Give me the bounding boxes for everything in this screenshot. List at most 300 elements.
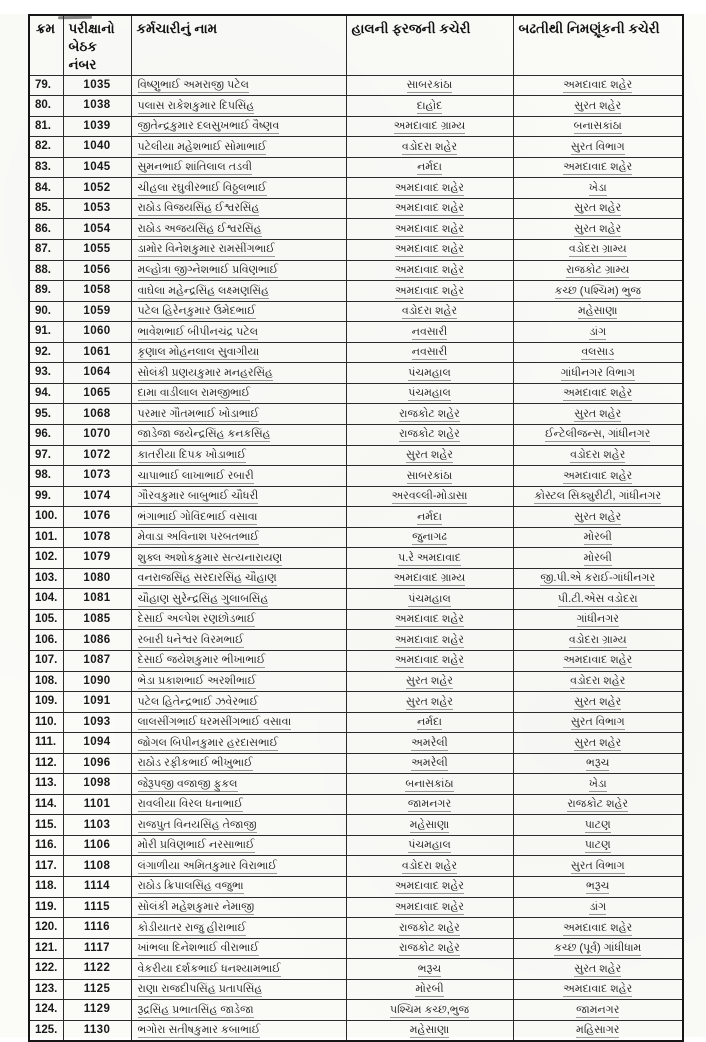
serial-cell-text: 91. bbox=[35, 325, 51, 338]
seat-number-cell-text: 1073 bbox=[83, 469, 111, 482]
current-office-cell bbox=[346, 301, 513, 322]
current-office-cell-text: પશ્ચિમ કચ્છ,ભુજ bbox=[389, 1003, 470, 1016]
table-row bbox=[29, 322, 683, 343]
current-office-cell bbox=[346, 753, 513, 774]
table-row bbox=[29, 342, 683, 363]
seat-number-cell bbox=[63, 219, 131, 240]
serial-cell-text: 90. bbox=[35, 304, 51, 317]
seat-number-cell-text: 1085 bbox=[83, 613, 111, 626]
serial-cell bbox=[29, 548, 63, 569]
serial-cell bbox=[29, 712, 63, 733]
promotion-office-cell-text: કચ્છ (પૂર્વ) ગાંધીધામ bbox=[554, 942, 642, 955]
seat-number-cell bbox=[63, 116, 131, 137]
seat-number-cell-text: 1087 bbox=[83, 654, 111, 667]
current-office-cell-text: નર્મદા bbox=[417, 161, 442, 174]
promotion-office-cell-text: રાજકોટ શહેર bbox=[567, 798, 629, 811]
promotion-office-cell-text: કોસ્ટલ સિક્યુરીટી, ગાંધીનગર bbox=[534, 490, 662, 503]
current-office-cell-text: અરવલ્લી-મોડાસા bbox=[391, 490, 468, 503]
current-office-cell bbox=[346, 363, 513, 384]
promotion-office-cell-text: ભરૂચ bbox=[586, 880, 610, 893]
employee-name-cell bbox=[131, 671, 346, 692]
serial-cell bbox=[29, 301, 63, 322]
promotion-office-cell bbox=[513, 260, 683, 281]
table-row bbox=[29, 178, 683, 199]
employee-name-cell bbox=[131, 959, 346, 980]
table-row bbox=[29, 137, 683, 158]
current-office-cell-text: અમરેલી bbox=[411, 757, 448, 770]
seat-number-cell bbox=[63, 589, 131, 610]
serial-cell bbox=[29, 198, 63, 219]
seat-number-cell-text: 1059 bbox=[83, 304, 111, 317]
current-office-cell-text: રાજકોટ શહેર bbox=[399, 921, 460, 934]
serial-cell-text: 82. bbox=[35, 140, 51, 153]
current-office-cell bbox=[346, 486, 513, 507]
employee-name-cell-text: સુમનભાઈ શાંતિલાલ તડવી bbox=[137, 161, 253, 174]
promotion-office-cell bbox=[513, 96, 683, 117]
table-row bbox=[29, 260, 683, 281]
table-row bbox=[29, 96, 683, 117]
promotion-office-cell-text: જી.પી.એ કરાઈ-ગાંધીનગર bbox=[540, 572, 656, 585]
current-office-cell bbox=[346, 568, 513, 589]
serial-cell-text: 118. bbox=[35, 880, 57, 893]
employee-name-cell-text: ચીહલા રઘુવીરભાઈ વિઠ્ઠલભાઈ bbox=[137, 181, 267, 194]
promotion-office-cell bbox=[513, 774, 683, 795]
seat-number-cell bbox=[63, 486, 131, 507]
promotion-posting-table bbox=[28, 14, 684, 1042]
serial-cell bbox=[29, 938, 63, 959]
serial-cell bbox=[29, 342, 63, 363]
seat-number-cell-text: 1039 bbox=[83, 119, 111, 132]
serial-cell bbox=[29, 96, 63, 117]
serial-cell bbox=[29, 630, 63, 651]
promotion-office-cell bbox=[513, 486, 683, 507]
table-row bbox=[29, 835, 683, 856]
current-office-cell bbox=[346, 548, 513, 569]
serial-cell-text: 124. bbox=[35, 1003, 58, 1016]
table-row bbox=[29, 712, 683, 733]
seat-number-cell-text: 1098 bbox=[83, 777, 111, 790]
serial-cell-text: 107. bbox=[35, 654, 58, 667]
serial-cell bbox=[29, 959, 63, 980]
employee-name-cell bbox=[131, 1000, 346, 1021]
employee-name-cell-text: સોલંકી પ્રણયકુમાર મનહરસિંહ bbox=[137, 366, 273, 379]
employee-name-cell bbox=[131, 240, 346, 261]
employee-name-cell-text: જાડેજા જયેન્દ્રસિંહ કનકસિંહ bbox=[137, 428, 271, 441]
current-office-cell-text: પંચમહાલ bbox=[408, 839, 451, 852]
employee-name-cell bbox=[131, 424, 346, 445]
seat-number-cell bbox=[63, 1020, 131, 1041]
promotion-office-cell-text: સુરત શહેર bbox=[574, 695, 622, 708]
seat-number-cell bbox=[63, 466, 131, 487]
seat-number-cell bbox=[63, 96, 131, 117]
employee-name-cell bbox=[131, 486, 346, 507]
current-office-cell-text: વડોદરા શહેર bbox=[401, 305, 458, 318]
serial-cell bbox=[29, 733, 63, 754]
promotion-office-cell bbox=[513, 198, 683, 219]
current-office-cell-text: દાહોદ bbox=[416, 99, 443, 112]
seat-number-cell bbox=[63, 774, 131, 795]
employee-name-cell bbox=[131, 856, 346, 877]
current-office-cell-text: સાબરકાંઠા bbox=[406, 469, 453, 482]
current-office-cell bbox=[346, 404, 513, 425]
promotion-office-cell-text: સુરત શહેર bbox=[574, 222, 622, 235]
seat-number-cell bbox=[63, 424, 131, 445]
seat-number-cell-text: 1055 bbox=[83, 243, 111, 256]
serial-cell bbox=[29, 589, 63, 610]
employee-name-cell-text: પટેલીયા મહેશભાઈ સોમાભાઈ bbox=[137, 140, 267, 153]
seat-number-cell-text: 1061 bbox=[83, 345, 111, 358]
employee-name-cell bbox=[131, 281, 346, 302]
employee-name-cell-text: વનરાજસિંહ સરદારસિંહ ચૌહાણ bbox=[137, 572, 277, 585]
seat-number-cell-text: 1093 bbox=[83, 715, 111, 728]
promotion-office-cell bbox=[513, 897, 683, 918]
seat-number-cell bbox=[63, 856, 131, 877]
seat-number-cell bbox=[63, 876, 131, 897]
table-row bbox=[29, 897, 683, 918]
promotion-office-cell-text: અમદાવાદ શહેર bbox=[563, 387, 633, 400]
serial-cell bbox=[29, 281, 63, 302]
seat-number-cell bbox=[63, 75, 131, 96]
serial-cell bbox=[29, 219, 63, 240]
seat-number-cell-text: 1090 bbox=[83, 674, 111, 687]
employee-name-cell-text: લાલસીંગભાઈ ધરમસીંગભાઈ વસાવા bbox=[137, 716, 292, 729]
employee-name-cell bbox=[131, 918, 346, 939]
current-office-cell-text: બનાસકાંઠા bbox=[405, 777, 454, 790]
employee-name-cell-text: ગૌરવકુમાર બાબુભાઈ ચૌધરી bbox=[137, 490, 259, 503]
employee-name-cell bbox=[131, 897, 346, 918]
table-row bbox=[29, 548, 683, 569]
current-office-cell bbox=[346, 424, 513, 445]
seat-number-cell-text: 1125 bbox=[83, 982, 111, 995]
employee-name-cell-text: ચૌહાણ સુરેન્દ્રસિંહ ગુલાબસિંહ bbox=[137, 592, 269, 605]
promotion-office-cell bbox=[513, 671, 683, 692]
promotion-office-cell-text: ખેડા bbox=[588, 777, 607, 790]
seat-number-cell bbox=[63, 794, 131, 815]
promotion-office-cell-text: પી.ટી.એસ વડોદરા bbox=[557, 592, 638, 605]
table-row bbox=[29, 692, 683, 713]
serial-cell-text: 111. bbox=[35, 736, 57, 749]
serial-cell-text: 104. bbox=[35, 592, 58, 605]
col-header-current-office: હાલની ફરજની કચેરી bbox=[346, 15, 513, 75]
employee-name-cell bbox=[131, 815, 346, 836]
table-row bbox=[29, 815, 683, 836]
seat-number-cell-text: 1116 bbox=[84, 921, 110, 934]
promotion-office-cell bbox=[513, 548, 683, 569]
seat-number-cell-text: 1064 bbox=[83, 366, 111, 379]
current-office-cell bbox=[346, 733, 513, 754]
seat-number-cell-text: 1060 bbox=[83, 325, 111, 338]
current-office-cell bbox=[346, 959, 513, 980]
promotion-office-cell-text: મોરબી bbox=[583, 531, 612, 544]
serial-cell bbox=[29, 753, 63, 774]
seat-number-cell bbox=[63, 897, 131, 918]
table-row bbox=[29, 240, 683, 261]
current-office-cell-text: જામનગર bbox=[407, 798, 452, 811]
seat-number-cell bbox=[63, 671, 131, 692]
employee-name-cell-text: ભાવેશભાઈ બીપીનચંદ્ર પટેલ bbox=[137, 325, 259, 338]
current-office-cell bbox=[346, 75, 513, 96]
current-office-cell-text: અમદાવાદ શહેર bbox=[395, 633, 464, 646]
employee-name-cell-text: ભગોરા સતીષકુમાર કબાભાઈ bbox=[137, 1024, 261, 1037]
employee-name-cell-text: દેસાઈ જયેશકુમાર ભીખાભાઈ bbox=[137, 654, 266, 667]
employee-name-cell-text: મલ્હોત્રા જીગ્નેશભાઈ પ્રવિણભાઈ bbox=[137, 264, 279, 277]
serial-cell-text: 86. bbox=[35, 222, 51, 235]
seat-number-cell-text: 1040 bbox=[83, 140, 111, 153]
seat-number-cell-text: 1080 bbox=[83, 571, 111, 584]
current-office-cell-text: અમદાવાદ ગ્રામ્ય bbox=[393, 572, 466, 585]
current-office-cell bbox=[346, 1000, 513, 1021]
seat-number-cell bbox=[63, 322, 131, 343]
serial-cell-text: 120. bbox=[35, 921, 58, 934]
promotion-office-cell-text: બનાસકાંઠા bbox=[573, 120, 622, 133]
seat-number-cell-text: 1078 bbox=[83, 530, 111, 543]
header-row bbox=[29, 15, 683, 75]
promotion-office-cell-text: ડાંગ bbox=[589, 900, 607, 913]
serial-cell-text: 121. bbox=[35, 941, 58, 954]
employee-name-cell bbox=[131, 876, 346, 897]
current-office-cell-text: રાજકોટ શહેર bbox=[399, 428, 460, 441]
current-office-cell bbox=[346, 897, 513, 918]
employee-name-cell bbox=[131, 322, 346, 343]
employee-name-cell bbox=[131, 260, 346, 281]
table-row bbox=[29, 938, 683, 959]
seat-number-cell bbox=[63, 178, 131, 199]
promotion-office-cell bbox=[513, 281, 683, 302]
employee-name-cell-text: પરમાર ગૌતમભાઈ ખોડાભાઈ bbox=[137, 407, 260, 420]
promotion-office-cell-text: રાજકોટ ગ્રામ્ય bbox=[566, 264, 630, 277]
serial-cell bbox=[29, 527, 63, 548]
promotion-office-cell-text: ઈન્ટેલીજન્સ, ગાંધીનગર bbox=[545, 428, 651, 441]
promotion-office-cell-text: ખેડા bbox=[588, 181, 607, 194]
table-row bbox=[29, 876, 683, 897]
seat-number-cell-text: 1076 bbox=[83, 510, 111, 523]
current-office-cell bbox=[346, 1020, 513, 1041]
serial-cell-text: 102. bbox=[35, 551, 58, 564]
serial-cell-text: 105. bbox=[35, 613, 58, 626]
promotion-office-cell-text: અમદાવાદ શહેર bbox=[563, 161, 633, 174]
employee-name-cell-text: જેરૂપજી વજાજી ફુકલ bbox=[137, 777, 238, 790]
serial-cell-text: 89. bbox=[35, 284, 51, 297]
current-office-cell-text: અમદાવાદ શહેર bbox=[395, 880, 464, 893]
employee-name-cell bbox=[131, 116, 346, 137]
employee-name-cell-text: કૃણાલ મોહનલાલ સુવાગીયા bbox=[137, 346, 260, 359]
serial-cell-text: 125. bbox=[35, 1023, 58, 1036]
table-row bbox=[29, 1000, 683, 1021]
scan-artifact-mark bbox=[58, 16, 92, 20]
employee-name-cell-text: પલાસ રાકેશકુમાર દિપસિંહ bbox=[137, 99, 255, 112]
employee-name-cell bbox=[131, 630, 346, 651]
serial-cell-text: 116. bbox=[35, 839, 57, 852]
seat-number-cell bbox=[63, 650, 131, 671]
current-office-cell bbox=[346, 466, 513, 487]
promotion-office-cell bbox=[513, 383, 683, 404]
employee-name-cell bbox=[131, 774, 346, 795]
serial-cell-text: 93. bbox=[35, 366, 51, 379]
seat-number-cell bbox=[63, 281, 131, 302]
serial-cell bbox=[29, 794, 63, 815]
serial-cell-text: 119. bbox=[35, 900, 57, 913]
serial-cell-text: 94. bbox=[35, 387, 51, 400]
employee-name-cell-text: દેસાઈ અલ્પેશ રણછોડભાઈ bbox=[137, 613, 256, 626]
current-office-cell bbox=[346, 794, 513, 815]
promotion-office-cell-text: મોરબી bbox=[583, 551, 612, 564]
current-office-cell-text: અમદાવાદ શહેર bbox=[395, 181, 464, 194]
seat-number-cell bbox=[63, 445, 131, 466]
serial-cell-text: 103. bbox=[35, 571, 58, 584]
table-row bbox=[29, 301, 683, 322]
seat-number-cell-text: 1114 bbox=[84, 880, 110, 893]
promotion-office-cell-text: કચ્છ (પશ્ચિમ) ભુજ bbox=[554, 284, 641, 297]
promotion-office-cell bbox=[513, 650, 683, 671]
table-row bbox=[29, 424, 683, 445]
seat-number-cell bbox=[63, 157, 131, 178]
promotion-office-cell bbox=[513, 856, 683, 877]
promotion-office-cell bbox=[513, 712, 683, 733]
serial-cell-text: 92. bbox=[35, 345, 51, 358]
serial-cell bbox=[29, 774, 63, 795]
promotion-office-cell bbox=[513, 794, 683, 815]
employee-name-cell-text: ભેડા પ્રકાશભાઈ અરશીભાઈ bbox=[137, 674, 257, 687]
seat-number-cell bbox=[63, 712, 131, 733]
seat-number-cell bbox=[63, 260, 131, 281]
table-row bbox=[29, 404, 683, 425]
table-row bbox=[29, 219, 683, 240]
serial-cell bbox=[29, 609, 63, 630]
seat-number-cell-text: 1035 bbox=[83, 78, 111, 91]
table-row bbox=[29, 733, 683, 754]
serial-cell-text: 79. bbox=[35, 78, 51, 91]
seat-number-cell-text: 1052 bbox=[83, 181, 111, 194]
current-office-cell-text: નવસારી bbox=[411, 325, 448, 338]
employee-name-cell-text: રાઠોડ વિજયસિંહ ઈશ્વરસિંહ bbox=[137, 202, 260, 215]
current-office-cell bbox=[346, 671, 513, 692]
promotion-office-cell-text: વલસાડ bbox=[581, 346, 615, 359]
serial-cell-text: 85. bbox=[35, 202, 51, 215]
seat-number-cell-text: 1045 bbox=[83, 161, 111, 173]
promotion-office-cell bbox=[513, 1000, 683, 1021]
seat-number-cell bbox=[63, 548, 131, 569]
employee-name-cell-text: પટેલ હિરેનકુમાર ઉમેદભાઈ bbox=[137, 305, 256, 318]
table-row bbox=[29, 75, 683, 96]
seat-number-cell-text: 1106 bbox=[83, 839, 111, 852]
seat-number-cell-text: 1053 bbox=[83, 202, 111, 215]
seat-number-cell-text: 1091 bbox=[83, 695, 111, 708]
seat-number-cell bbox=[63, 383, 131, 404]
seat-number-cell bbox=[63, 630, 131, 651]
seat-number-cell-text: 1101 bbox=[83, 797, 111, 810]
promotion-office-cell bbox=[513, 876, 683, 897]
serial-cell bbox=[29, 260, 63, 281]
seat-number-cell bbox=[63, 815, 131, 836]
current-office-cell bbox=[346, 157, 513, 178]
employee-name-cell bbox=[131, 568, 346, 589]
seat-number-cell-text: 1081 bbox=[83, 592, 111, 605]
promotion-office-cell bbox=[513, 404, 683, 425]
current-office-cell-text: સુરત શહેર bbox=[406, 674, 453, 687]
seat-number-cell-text: 1079 bbox=[83, 551, 111, 564]
serial-cell bbox=[29, 835, 63, 856]
serial-cell bbox=[29, 137, 63, 158]
table-row bbox=[29, 671, 683, 692]
employee-name-cell bbox=[131, 301, 346, 322]
current-office-cell bbox=[346, 938, 513, 959]
employee-name-cell-text: જીતેન્દ્રકુમાર દલસુખભાઈ વૈષ્ણવ bbox=[137, 120, 280, 133]
table-row bbox=[29, 630, 683, 651]
serial-cell-text: 87. bbox=[35, 243, 51, 256]
serial-cell bbox=[29, 918, 63, 939]
promotion-office-cell bbox=[513, 979, 683, 1000]
seat-number-cell bbox=[63, 404, 131, 425]
serial-cell-text: 109. bbox=[35, 695, 58, 708]
current-office-cell bbox=[346, 507, 513, 528]
serial-cell bbox=[29, 116, 63, 137]
current-office-cell-text: સુરત શહેર bbox=[406, 448, 453, 461]
seat-number-cell-text: 1058 bbox=[83, 284, 111, 297]
table-row bbox=[29, 383, 683, 404]
employee-name-cell bbox=[131, 219, 346, 240]
employee-name-cell-text: રાઠોડ અજયસિંહ ઈશ્વરસિંહ bbox=[137, 222, 262, 235]
seat-number-cell bbox=[63, 507, 131, 528]
employee-name-cell-text: રાવલીયા વિરલ ધનાભાઈ bbox=[137, 798, 243, 811]
table-row bbox=[29, 979, 683, 1000]
promotion-office-cell-text: ગાંધીનગર વિભાગ bbox=[560, 366, 635, 379]
current-office-cell bbox=[346, 712, 513, 733]
table-row bbox=[29, 589, 683, 610]
seat-number-cell-text: 1108 bbox=[83, 859, 111, 872]
employee-name-cell-text: વિષ્ણુભાઈ અમરાજી પટેલ bbox=[137, 79, 249, 92]
table-row bbox=[29, 507, 683, 528]
promotion-office-cell bbox=[513, 835, 683, 856]
current-office-cell bbox=[346, 198, 513, 219]
serial-cell bbox=[29, 897, 63, 918]
current-office-cell-text: વડોદરા શહેર bbox=[401, 140, 458, 153]
table-row bbox=[29, 527, 683, 548]
current-office-cell-text: અમદાવાદ ગ્રામ્ય bbox=[393, 120, 466, 133]
seat-number-cell bbox=[63, 609, 131, 630]
table-row bbox=[29, 1020, 683, 1041]
current-office-cell bbox=[346, 589, 513, 610]
seat-number-cell bbox=[63, 753, 131, 774]
table-row bbox=[29, 753, 683, 774]
promotion-office-cell-text: સુરત વિભાગ bbox=[570, 859, 625, 872]
employee-name-cell bbox=[131, 589, 346, 610]
employee-name-cell-text: મોરી પ્રવિણભાઈ નરસાભાઈ bbox=[137, 839, 255, 852]
employee-name-cell-text: કોડીયાતર રાજુ હીરાભાઈ bbox=[137, 921, 247, 934]
col-header-seat-number: પરીક્ષાનો બેઠક નંબર bbox=[63, 15, 131, 75]
current-office-cell-text: અમદાવાદ શહેર bbox=[395, 613, 464, 626]
table-row bbox=[29, 650, 683, 671]
serial-cell-text: 123. bbox=[35, 982, 58, 995]
current-office-cell-text: અમદાવાદ શહેર bbox=[395, 222, 464, 235]
promotion-office-cell-text: અમદાવાદ શહેર bbox=[563, 79, 633, 92]
serial-cell bbox=[29, 157, 63, 178]
promotion-office-cell-text: જામનગર bbox=[576, 1003, 620, 1016]
current-office-cell bbox=[346, 116, 513, 137]
current-office-cell bbox=[346, 383, 513, 404]
serial-cell bbox=[29, 692, 63, 713]
serial-cell-text: 106. bbox=[35, 633, 58, 646]
seat-number-cell-text: 1065 bbox=[83, 387, 111, 400]
promotion-office-cell bbox=[513, 445, 683, 466]
employee-name-cell-text: જોગલ બિપીનકુમાર હરદાસભાઈ bbox=[137, 736, 279, 749]
serial-cell-text: 84. bbox=[35, 181, 51, 194]
promotion-office-cell-text: સુરત શહેર bbox=[574, 962, 622, 975]
promotion-office-cell bbox=[513, 219, 683, 240]
promotion-office-cell bbox=[513, 466, 683, 487]
current-office-cell bbox=[346, 96, 513, 117]
scanned-document-page bbox=[0, 14, 706, 1037]
employee-name-cell bbox=[131, 445, 346, 466]
